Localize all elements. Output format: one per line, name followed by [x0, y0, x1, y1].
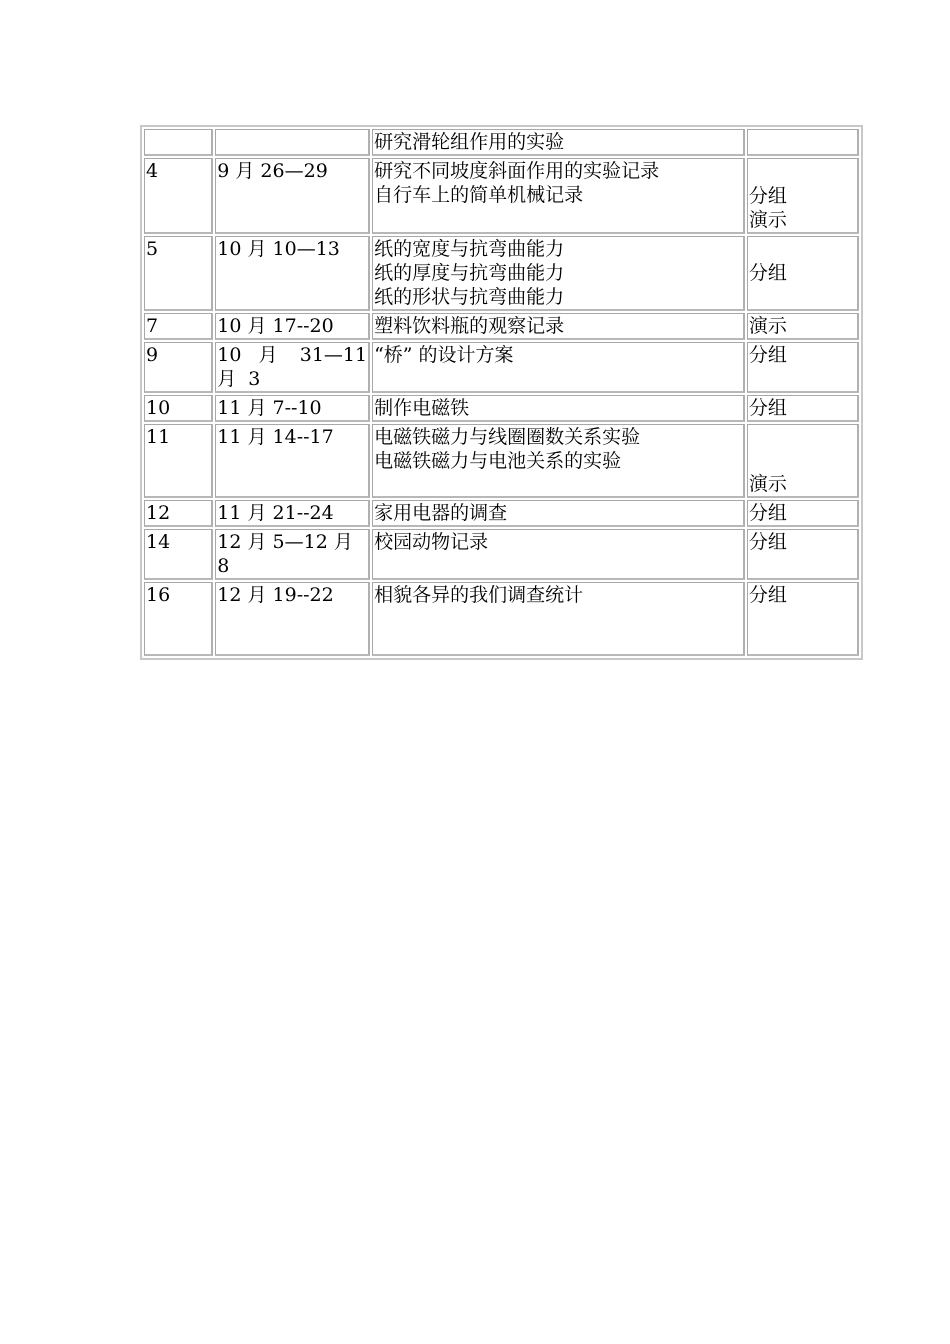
week-cell: 9 [144, 342, 213, 393]
date-cell: 9 月 26—29 [215, 158, 370, 234]
type-label: 分组 [748, 531, 787, 553]
table-row [144, 158, 859, 234]
date-cell: 11 月 14--17 [215, 424, 370, 498]
type-label: 分组 [748, 502, 787, 524]
content-cell [372, 342, 745, 393]
table-row [144, 236, 859, 311]
content-item: 电磁铁磁力与线圈圈数关系实验 [374, 426, 641, 448]
content-item: 校园动物记录 [374, 531, 489, 553]
week-cell: 11 [144, 424, 213, 498]
content-item: “桥” 的设计方案 [374, 344, 514, 366]
date-cell: 11 月 7--10 [215, 395, 370, 422]
content-item: 制作电磁铁 [374, 397, 470, 419]
type-label: 分组 [748, 344, 787, 366]
week-cell: 16 [144, 582, 213, 656]
week-cell: 7 [144, 313, 213, 340]
content-item: 纸的厚度与抗弯曲能力 [374, 262, 565, 284]
date-cell: 10 月 31—11 月 3 [215, 342, 370, 393]
type-cell [747, 424, 859, 498]
experiment-schedule-table [140, 125, 863, 660]
date-cell: 10 月 17--20 [215, 313, 370, 340]
date-cell: 10 月 10—13 [215, 236, 370, 311]
content-item: 纸的形状与抗弯曲能力 [374, 286, 565, 308]
type-label: 演示 [748, 315, 787, 337]
content-item: 研究不同坡度斜面作用的实验记录 [374, 160, 660, 182]
date-cell: 12 月 5—12 月 8 [215, 529, 370, 580]
type-cell [747, 529, 859, 580]
type-label: 演示 [748, 209, 787, 231]
table-row [144, 129, 859, 156]
content-item: 相貌各异的我们调查统计 [374, 584, 584, 606]
week-cell [144, 129, 213, 156]
type-label: 演示 [748, 473, 787, 495]
type-cell [747, 236, 859, 311]
date-cell [215, 129, 370, 156]
week-cell: 14 [144, 529, 213, 580]
content-item: 研究滑轮组作用的实验 [374, 131, 565, 153]
type-cell [747, 158, 859, 234]
table-row [144, 582, 859, 656]
content-item: 塑料饮料瓶的观察记录 [374, 315, 565, 337]
type-cell [747, 395, 859, 422]
content-cell [372, 129, 745, 156]
type-label: 分组 [748, 584, 787, 606]
type-cell [747, 500, 859, 527]
table-row [144, 500, 859, 527]
table-row [144, 395, 859, 422]
table-row [144, 529, 859, 580]
content-item: 家用电器的调查 [374, 502, 508, 524]
type-cell [747, 313, 859, 340]
content-item: 纸的宽度与抗弯曲能力 [374, 238, 565, 260]
content-cell [372, 582, 745, 656]
date-cell: 12 月 19--22 [215, 582, 370, 656]
week-cell: 12 [144, 500, 213, 527]
table-row [144, 424, 859, 498]
content-cell [372, 395, 745, 422]
table-row [144, 313, 859, 340]
type-label: 分组 [748, 397, 787, 419]
content-cell [372, 529, 745, 580]
week-cell: 5 [144, 236, 213, 311]
content-cell [372, 313, 745, 340]
content-cell [372, 158, 745, 234]
content-cell [372, 424, 745, 498]
table-row [144, 342, 859, 393]
content-item: 电磁铁磁力与电池关系的实验 [374, 450, 622, 472]
content-item: 自行车上的简单机械记录 [374, 184, 584, 206]
type-label: 分组 [748, 185, 787, 207]
type-cell [747, 129, 859, 156]
type-cell [747, 582, 859, 656]
type-label: 分组 [748, 262, 787, 284]
date-cell: 11 月 21--24 [215, 500, 370, 527]
week-cell: 10 [144, 395, 213, 422]
type-cell [747, 342, 859, 393]
week-cell: 4 [144, 158, 213, 234]
content-cell [372, 236, 745, 311]
content-cell [372, 500, 745, 527]
